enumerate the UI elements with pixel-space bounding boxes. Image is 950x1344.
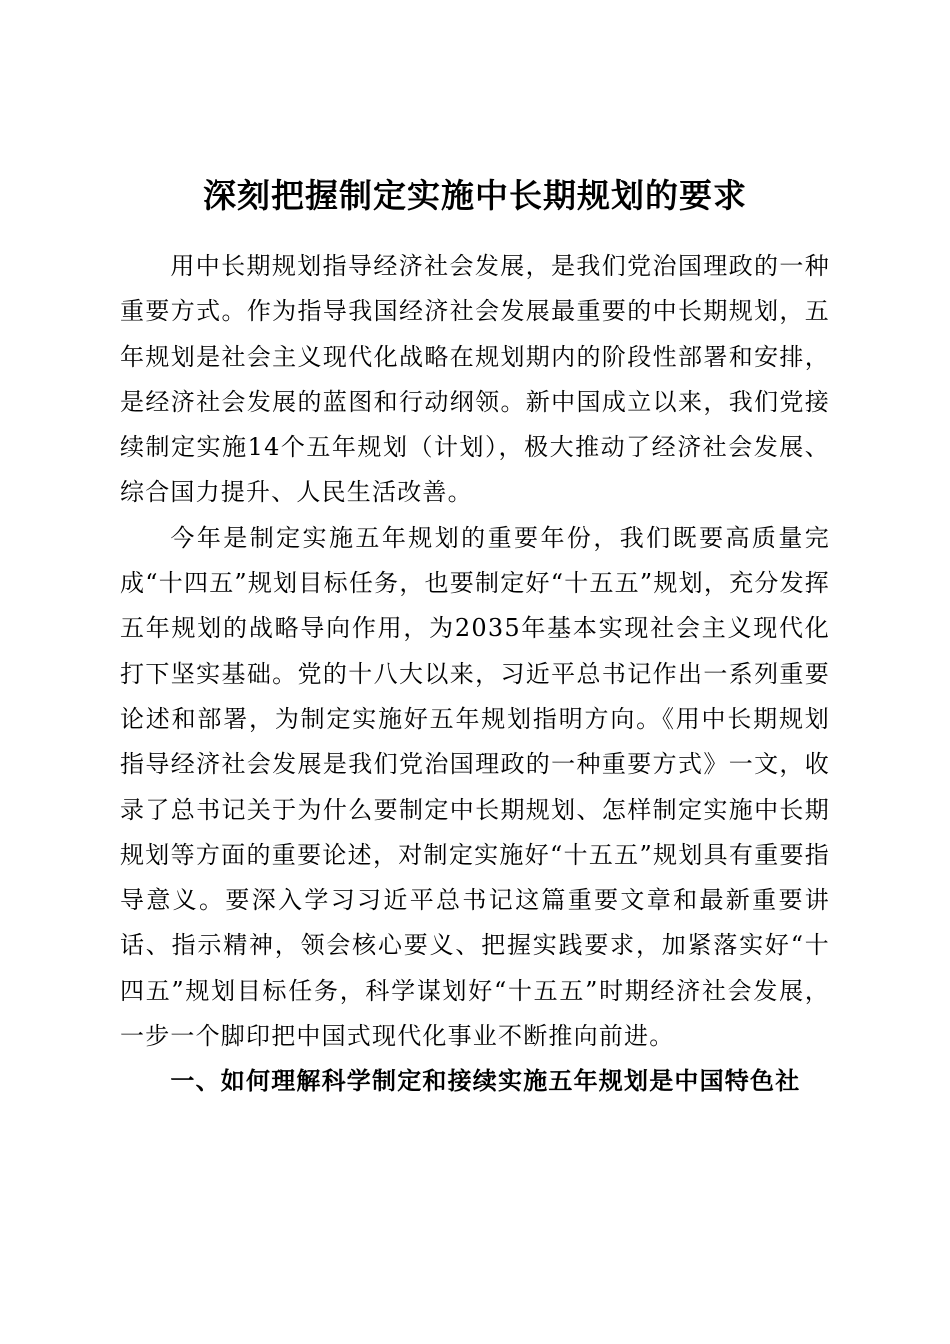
document-body xyxy=(120,244,830,1105)
paragraph-1: 用中长期规划指导经济社会发展，是我们党治国理政的一种重要方式。作为指导我国经济社会发展最重要的中长期规划，五年规划是社会主义现代化战略在规划期内的阶段性部署和安排，是经济社会发展的蓝图和行动纲领。新中国成立以来，我们党接续制定实施14个五年规划（计划），极大推动了经济社会发展、综合国力提升、人民生活改善。 xyxy=(120,252,830,507)
document-title: 深刻把握制定实施中长期规划的要求 xyxy=(203,176,747,215)
section-heading: 一、如何理解科学制定和接续实施五年规划是中国特色社 xyxy=(170,1067,801,1096)
paragraph-2: 今年是制定实施五年规划的重要年份，我们既要高质量完成“十四五”规划目标任务，也要制定好“十五五”规划，充分发挥五年规划的战略导向作用，为2035年基本实现社会主义现代化打下坚实基础。党的十八大以来，习近平总书记作出一系列重要论述和部署，为制定实施好五年规划指明方向。《用中长期规划指导经济社会发展是我们党治国理政的一种重要方式》一文，收录了总书记关于为什么要制定中长期规划、怎样制定实施中长期规划等方面的重要论述，对制定实施好“十五五”规划具有重要指导意义。要深入学习习近平总书记这篇重要文章和最新重要讲话、指示精神，领会核心要义、把握实践要求，加紧落实好“十四五”规划目标任务，科学谋划好“十五五”时期经济社会发展，一步一个脚印把中国式现代化事业不断推向前进。 xyxy=(120,523,830,1051)
